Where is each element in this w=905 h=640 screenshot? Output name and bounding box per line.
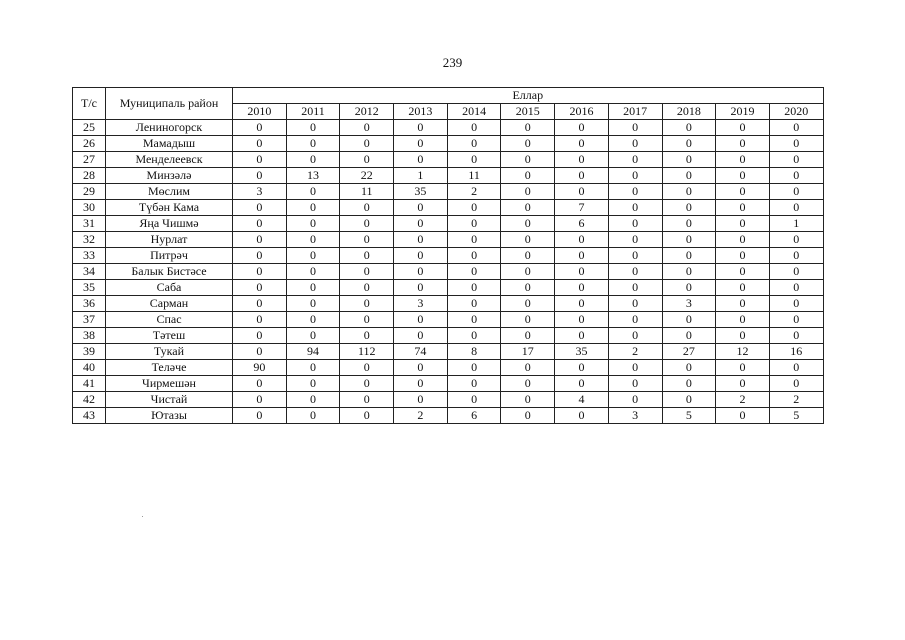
district-name: Тәтеш	[106, 328, 233, 344]
value-cell: 0	[233, 152, 287, 168]
value-cell: 0	[286, 328, 340, 344]
value-cell: 0	[555, 152, 609, 168]
row-number: 43	[73, 408, 106, 424]
value-cell: 0	[662, 152, 716, 168]
value-cell: 0	[233, 136, 287, 152]
value-cell: 2	[716, 392, 770, 408]
value-cell: 8	[447, 344, 501, 360]
value-cell: 0	[662, 248, 716, 264]
value-cell: 0	[555, 312, 609, 328]
value-cell: 0	[447, 120, 501, 136]
col-num-header: Т/с	[73, 88, 106, 120]
value-cell: 0	[394, 136, 448, 152]
value-cell: 27	[662, 344, 716, 360]
value-cell: 0	[340, 120, 394, 136]
value-cell: 0	[286, 248, 340, 264]
value-cell: 0	[286, 152, 340, 168]
value-cell: 0	[394, 248, 448, 264]
table-row	[73, 248, 824, 264]
value-cell: 0	[769, 376, 823, 392]
value-cell: 0	[340, 200, 394, 216]
value-cell: 0	[662, 200, 716, 216]
value-cell: 0	[769, 328, 823, 344]
value-cell: 0	[608, 216, 662, 232]
value-cell: 0	[608, 152, 662, 168]
value-cell: 0	[501, 264, 555, 280]
district-name: Чирмешән	[106, 376, 233, 392]
value-cell: 0	[716, 232, 770, 248]
value-cell: 0	[608, 296, 662, 312]
value-cell: 0	[233, 408, 287, 424]
table-row	[73, 408, 824, 424]
value-cell: 0	[501, 376, 555, 392]
value-cell: 94	[286, 344, 340, 360]
year-header: 2015	[501, 104, 555, 120]
value-cell: 0	[501, 312, 555, 328]
value-cell: 0	[555, 248, 609, 264]
col-name-header: Муниципаль район	[106, 88, 233, 120]
value-cell: 0	[447, 392, 501, 408]
value-cell: 0	[501, 408, 555, 424]
value-cell: 0	[340, 216, 394, 232]
value-cell: 0	[286, 376, 340, 392]
value-cell: 0	[233, 344, 287, 360]
value-cell: 0	[608, 392, 662, 408]
value-cell: 0	[501, 248, 555, 264]
value-cell: 0	[716, 136, 770, 152]
value-cell: 5	[662, 408, 716, 424]
value-cell: 0	[662, 376, 716, 392]
year-header: 2011	[286, 104, 340, 120]
year-header: 2012	[340, 104, 394, 120]
value-cell: 112	[340, 344, 394, 360]
value-cell: 0	[340, 248, 394, 264]
value-cell: 0	[286, 296, 340, 312]
value-cell: 7	[555, 200, 609, 216]
value-cell: 0	[340, 312, 394, 328]
value-cell: 0	[662, 264, 716, 280]
value-cell: 2	[769, 392, 823, 408]
table-row	[73, 376, 824, 392]
value-cell: 3	[662, 296, 716, 312]
value-cell: 12	[716, 344, 770, 360]
value-cell: 3	[394, 296, 448, 312]
value-cell: 0	[501, 392, 555, 408]
table-row	[73, 216, 824, 232]
value-cell: 0	[769, 264, 823, 280]
table-row	[73, 168, 824, 184]
value-cell: 0	[233, 216, 287, 232]
value-cell: 0	[608, 184, 662, 200]
value-cell: 0	[662, 280, 716, 296]
value-cell: 3	[233, 184, 287, 200]
value-cell: 0	[233, 376, 287, 392]
row-number: 42	[73, 392, 106, 408]
table-row	[73, 264, 824, 280]
value-cell: 0	[447, 280, 501, 296]
value-cell: 0	[769, 312, 823, 328]
district-name: Тукай	[106, 344, 233, 360]
value-cell: 0	[555, 120, 609, 136]
year-header: 2020	[769, 104, 823, 120]
table-row	[73, 296, 824, 312]
value-cell: 0	[769, 200, 823, 216]
value-cell: 3	[608, 408, 662, 424]
value-cell: 0	[555, 168, 609, 184]
value-cell: 0	[447, 312, 501, 328]
value-cell: 0	[662, 184, 716, 200]
row-number: 40	[73, 360, 106, 376]
value-cell: 6	[555, 216, 609, 232]
value-cell: 0	[501, 152, 555, 168]
value-cell: 16	[769, 344, 823, 360]
district-name: Чистай	[106, 392, 233, 408]
row-number: 28	[73, 168, 106, 184]
value-cell: 2	[608, 344, 662, 360]
value-cell: 0	[394, 280, 448, 296]
value-cell: 0	[340, 264, 394, 280]
value-cell: 0	[233, 312, 287, 328]
district-name: Менделеевск	[106, 152, 233, 168]
header-row-top	[73, 88, 824, 104]
value-cell: 0	[501, 296, 555, 312]
district-name: Мамадыш	[106, 136, 233, 152]
value-cell: 0	[501, 136, 555, 152]
value-cell: 0	[286, 312, 340, 328]
table-row	[73, 280, 824, 296]
value-cell: 0	[286, 200, 340, 216]
district-name: Лениногорск	[106, 120, 233, 136]
value-cell: 0	[233, 392, 287, 408]
value-cell: 11	[447, 168, 501, 184]
value-cell: 0	[501, 200, 555, 216]
value-cell: 0	[286, 280, 340, 296]
value-cell: 0	[662, 120, 716, 136]
value-cell: 0	[501, 232, 555, 248]
value-cell: 0	[662, 136, 716, 152]
year-header: 2019	[716, 104, 770, 120]
value-cell: 0	[608, 328, 662, 344]
value-cell: 0	[394, 312, 448, 328]
value-cell: 13	[286, 168, 340, 184]
value-cell: 0	[286, 136, 340, 152]
value-cell: 0	[555, 328, 609, 344]
value-cell: 0	[233, 232, 287, 248]
value-cell: 0	[394, 392, 448, 408]
value-cell: 0	[447, 296, 501, 312]
value-cell: 0	[608, 248, 662, 264]
value-cell: 0	[233, 328, 287, 344]
value-cell: 0	[340, 280, 394, 296]
value-cell: 0	[716, 200, 770, 216]
table-row	[73, 232, 824, 248]
year-header: 2017	[608, 104, 662, 120]
value-cell: 0	[394, 232, 448, 248]
value-cell: 0	[286, 408, 340, 424]
value-cell: 0	[501, 280, 555, 296]
value-cell: 0	[769, 136, 823, 152]
value-cell: 0	[769, 296, 823, 312]
row-number: 35	[73, 280, 106, 296]
row-number: 37	[73, 312, 106, 328]
value-cell: 0	[662, 232, 716, 248]
district-name: Саба	[106, 280, 233, 296]
row-number: 26	[73, 136, 106, 152]
value-cell: 0	[716, 216, 770, 232]
value-cell: 0	[555, 136, 609, 152]
row-number: 36	[73, 296, 106, 312]
value-cell: 0	[769, 360, 823, 376]
year-header: 2016	[555, 104, 609, 120]
value-cell: 0	[608, 376, 662, 392]
value-cell: 0	[501, 168, 555, 184]
value-cell: 11	[340, 184, 394, 200]
value-cell: 0	[716, 360, 770, 376]
value-cell: 0	[769, 152, 823, 168]
value-cell: 0	[769, 120, 823, 136]
value-cell: 0	[769, 232, 823, 248]
value-cell: 0	[608, 168, 662, 184]
stray-mark	[142, 516, 143, 517]
value-cell: 0	[447, 136, 501, 152]
table-row	[73, 312, 824, 328]
value-cell: 90	[233, 360, 287, 376]
value-cell: 2	[394, 408, 448, 424]
data-table	[72, 87, 824, 424]
value-cell: 0	[716, 328, 770, 344]
value-cell: 0	[286, 392, 340, 408]
table-row	[73, 152, 824, 168]
value-cell: 1	[394, 168, 448, 184]
district-name: Ютазы	[106, 408, 233, 424]
value-cell: 0	[394, 264, 448, 280]
value-cell: 0	[662, 392, 716, 408]
value-cell: 0	[662, 168, 716, 184]
value-cell: 0	[501, 120, 555, 136]
row-number: 33	[73, 248, 106, 264]
value-cell: 0	[608, 232, 662, 248]
value-cell: 22	[340, 168, 394, 184]
value-cell: 0	[662, 328, 716, 344]
row-number: 29	[73, 184, 106, 200]
district-name: Минзәлә	[106, 168, 233, 184]
value-cell: 0	[447, 360, 501, 376]
value-cell: 0	[340, 392, 394, 408]
value-cell: 0	[716, 376, 770, 392]
district-name: Нурлат	[106, 232, 233, 248]
value-cell: 0	[662, 360, 716, 376]
value-cell: 0	[555, 408, 609, 424]
table-row	[73, 136, 824, 152]
value-cell: 0	[716, 152, 770, 168]
district-name: Түбән Кама	[106, 200, 233, 216]
value-cell: 0	[394, 152, 448, 168]
page-number: 239	[442, 55, 463, 70]
value-cell: 0	[716, 120, 770, 136]
value-cell: 0	[608, 200, 662, 216]
value-cell: 0	[501, 184, 555, 200]
value-cell: 1	[769, 216, 823, 232]
year-header: 2013	[394, 104, 448, 120]
value-cell: 0	[555, 280, 609, 296]
row-number: 39	[73, 344, 106, 360]
value-cell: 35	[394, 184, 448, 200]
table-row	[73, 120, 824, 136]
row-number: 27	[73, 152, 106, 168]
value-cell: 0	[769, 280, 823, 296]
value-cell: 17	[501, 344, 555, 360]
row-number: 30	[73, 200, 106, 216]
value-cell: 0	[555, 296, 609, 312]
table-header	[73, 88, 824, 120]
district-name: Яңа Чишмә	[106, 216, 233, 232]
value-cell: 0	[286, 232, 340, 248]
value-cell: 0	[716, 296, 770, 312]
year-header: 2010	[233, 104, 287, 120]
value-cell: 0	[286, 216, 340, 232]
value-cell: 0	[233, 120, 287, 136]
value-cell: 0	[233, 168, 287, 184]
row-number: 25	[73, 120, 106, 136]
value-cell: 0	[394, 360, 448, 376]
district-name: Спас	[106, 312, 233, 328]
value-cell: 0	[608, 264, 662, 280]
value-cell: 0	[233, 280, 287, 296]
value-cell: 0	[447, 232, 501, 248]
year-header: 2018	[662, 104, 716, 120]
table-row	[73, 392, 824, 408]
value-cell: 0	[394, 120, 448, 136]
value-cell: 2	[447, 184, 501, 200]
value-cell: 0	[447, 328, 501, 344]
value-cell: 0	[769, 248, 823, 264]
value-cell: 0	[340, 296, 394, 312]
value-cell: 0	[233, 200, 287, 216]
value-cell: 0	[394, 376, 448, 392]
row-number: 32	[73, 232, 106, 248]
value-cell: 0	[394, 216, 448, 232]
value-cell: 0	[716, 312, 770, 328]
value-cell: 0	[340, 328, 394, 344]
value-cell: 0	[555, 184, 609, 200]
value-cell: 0	[608, 360, 662, 376]
value-cell: 0	[555, 360, 609, 376]
row-number: 41	[73, 376, 106, 392]
value-cell: 0	[716, 184, 770, 200]
value-cell: 0	[340, 376, 394, 392]
value-cell: 0	[447, 200, 501, 216]
value-cell: 0	[662, 312, 716, 328]
value-cell: 0	[716, 264, 770, 280]
district-name: Мөслим	[106, 184, 233, 200]
year-header: 2014	[447, 104, 501, 120]
value-cell: 0	[447, 376, 501, 392]
value-cell: 0	[340, 232, 394, 248]
district-name: Сарман	[106, 296, 233, 312]
value-cell: 0	[608, 120, 662, 136]
value-cell: 0	[501, 216, 555, 232]
value-cell: 0	[608, 312, 662, 328]
value-cell: 0	[716, 168, 770, 184]
value-cell: 0	[555, 376, 609, 392]
value-cell: 0	[769, 168, 823, 184]
value-cell: 0	[716, 280, 770, 296]
value-cell: 0	[340, 152, 394, 168]
value-cell: 0	[233, 296, 287, 312]
value-cell: 0	[608, 280, 662, 296]
table-row	[73, 200, 824, 216]
value-cell: 0	[501, 360, 555, 376]
value-cell: 0	[340, 136, 394, 152]
value-cell: 0	[769, 184, 823, 200]
value-cell: 0	[233, 248, 287, 264]
value-cell: 74	[394, 344, 448, 360]
value-cell: 0	[555, 264, 609, 280]
value-cell: 35	[555, 344, 609, 360]
table-body	[73, 120, 824, 424]
row-number: 38	[73, 328, 106, 344]
row-number: 31	[73, 216, 106, 232]
value-cell: 0	[233, 264, 287, 280]
table-row	[73, 360, 824, 376]
value-cell: 0	[447, 216, 501, 232]
value-cell: 0	[286, 120, 340, 136]
table-row	[73, 184, 824, 200]
district-name: Теләче	[106, 360, 233, 376]
district-name: Питрәч	[106, 248, 233, 264]
value-cell: 0	[447, 152, 501, 168]
table-row	[73, 328, 824, 344]
years-header: Еллар	[233, 88, 824, 104]
value-cell: 4	[555, 392, 609, 408]
row-number: 34	[73, 264, 106, 280]
value-cell: 0	[340, 360, 394, 376]
value-cell: 0	[662, 216, 716, 232]
value-cell: 0	[394, 328, 448, 344]
value-cell: 0	[286, 264, 340, 280]
value-cell: 0	[340, 408, 394, 424]
value-cell: 6	[447, 408, 501, 424]
value-cell: 0	[447, 264, 501, 280]
value-cell: 0	[608, 136, 662, 152]
value-cell: 5	[769, 408, 823, 424]
value-cell: 0	[286, 360, 340, 376]
value-cell: 0	[501, 328, 555, 344]
value-cell: 0	[447, 248, 501, 264]
value-cell: 0	[394, 200, 448, 216]
table-row	[73, 344, 824, 360]
district-name: Балык Бистәсе	[106, 264, 233, 280]
value-cell: 0	[716, 248, 770, 264]
value-cell: 0	[716, 408, 770, 424]
value-cell: 0	[555, 232, 609, 248]
value-cell: 0	[286, 184, 340, 200]
